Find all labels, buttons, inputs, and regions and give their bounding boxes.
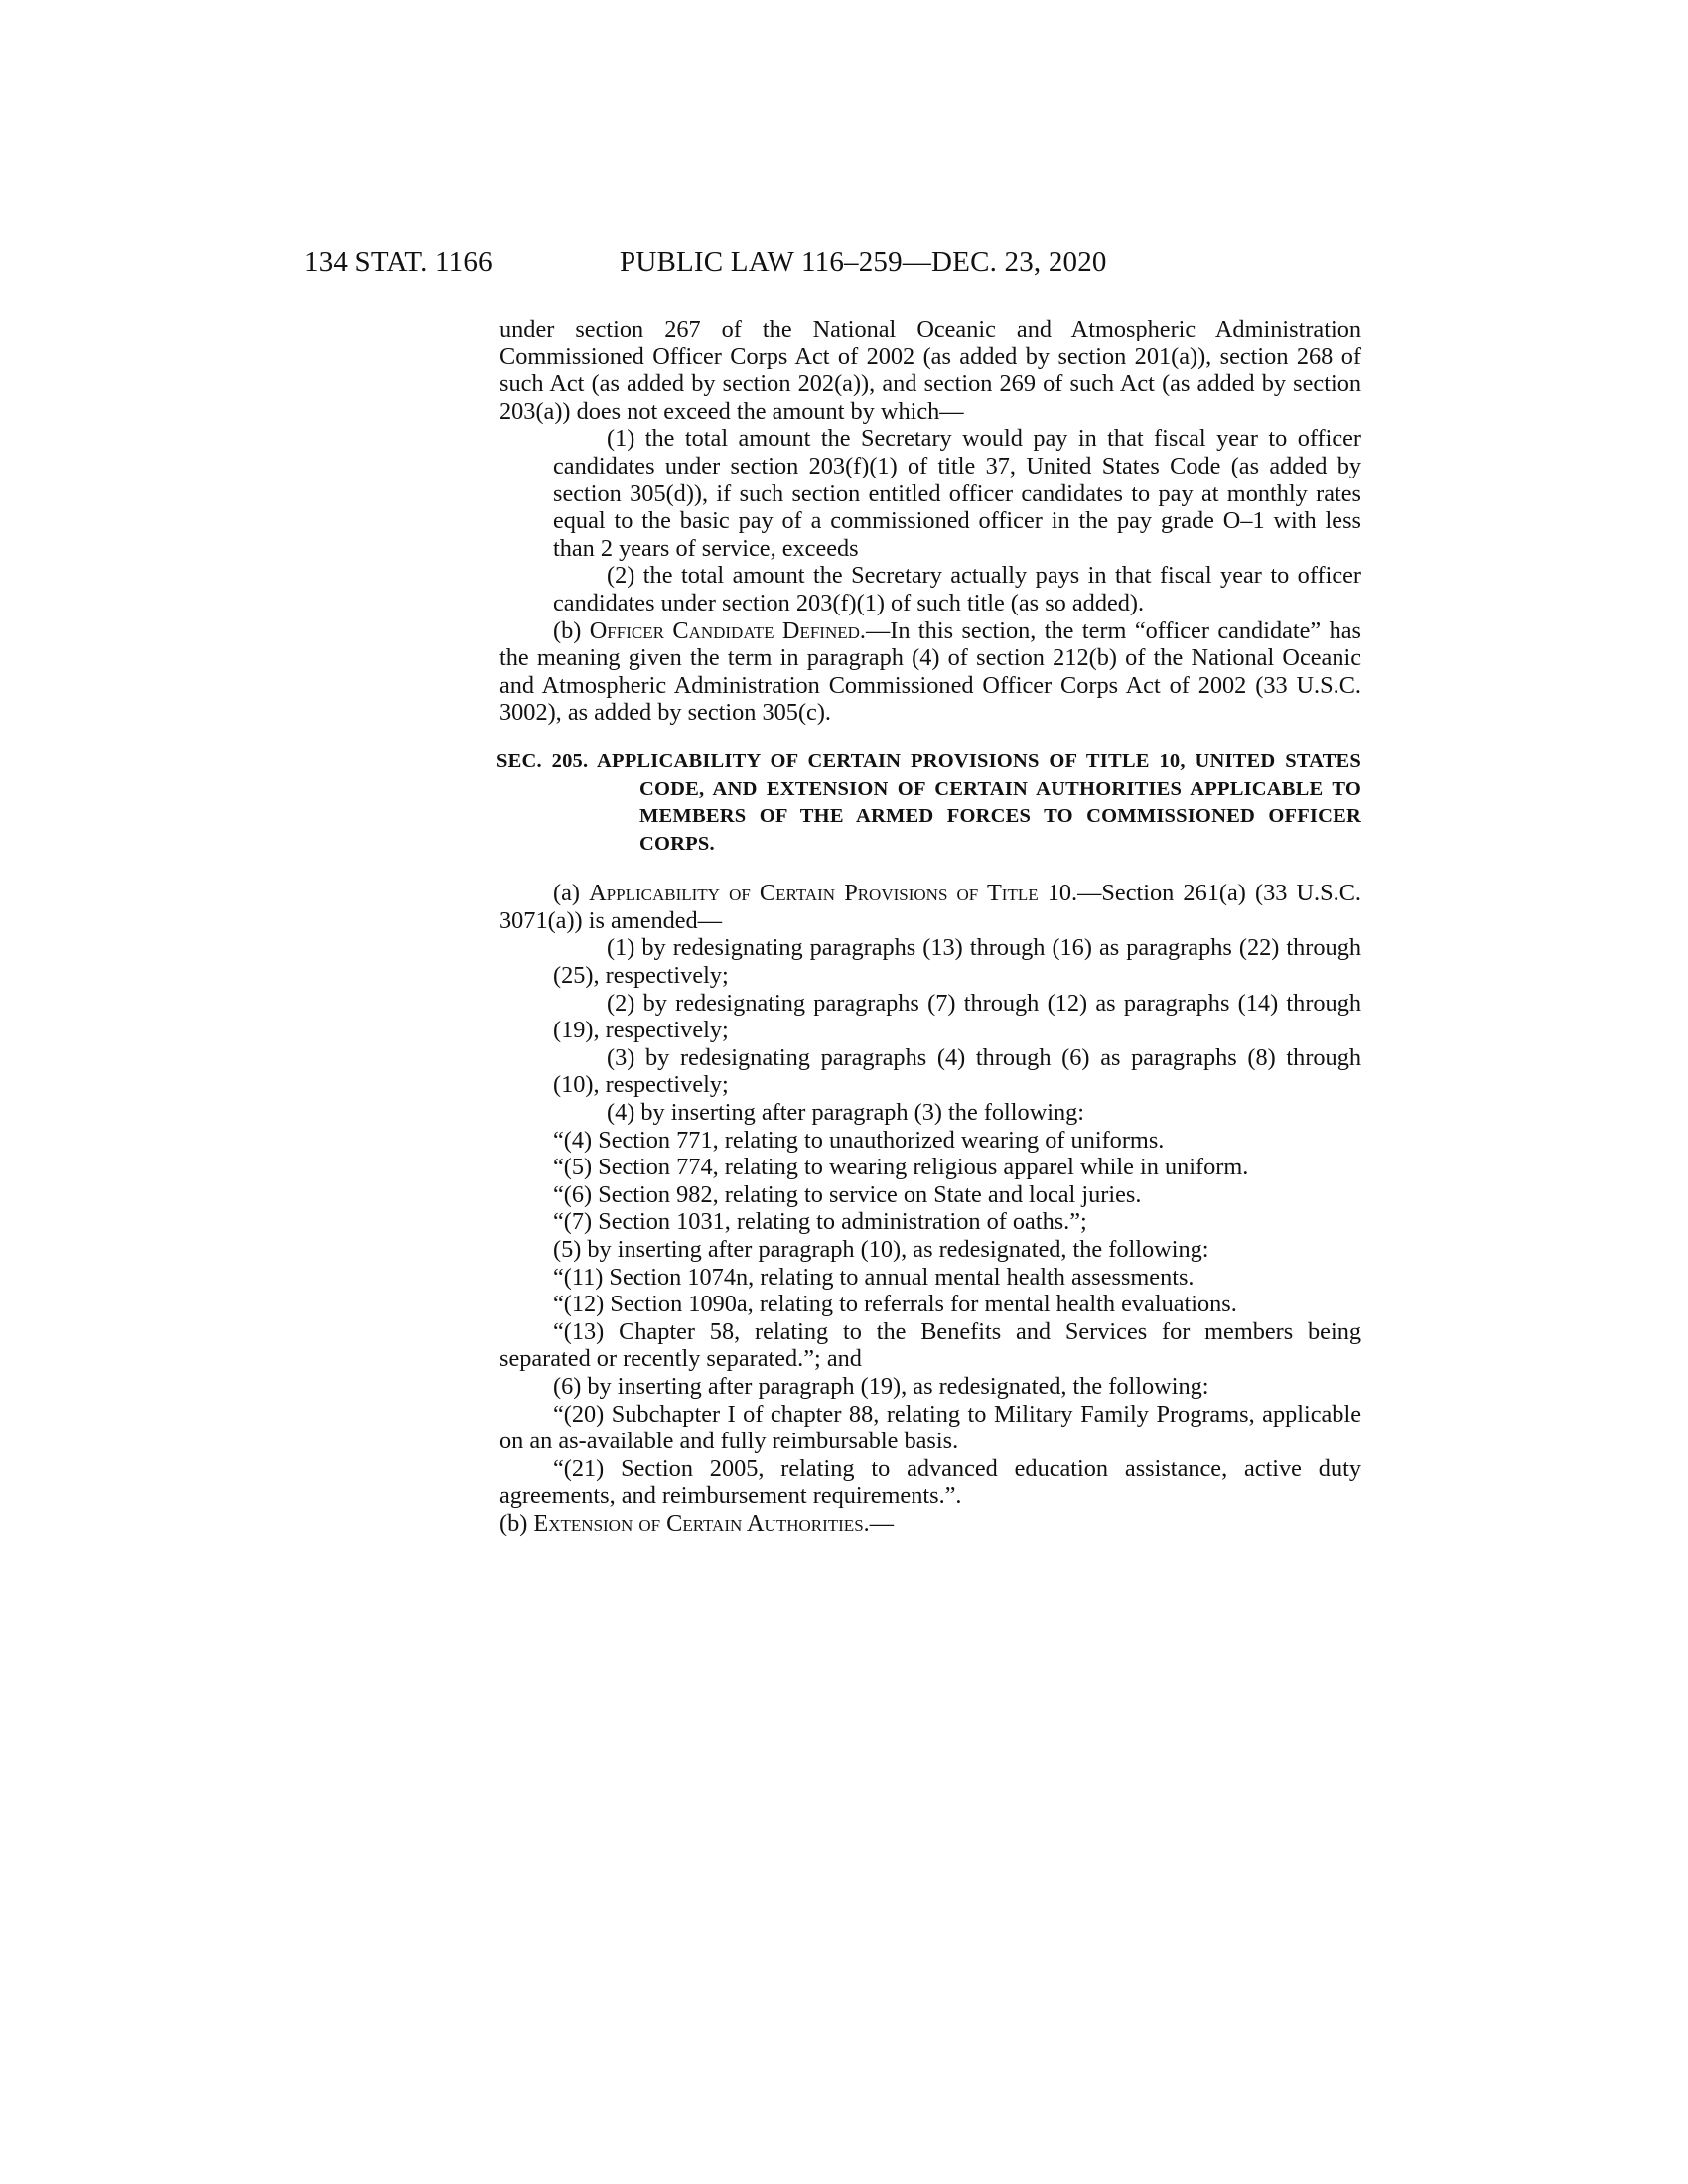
amendment-1: (1) by redesignating paragraphs (13) through (16) as paragraphs (22) through (25), respectively; (553, 934, 1361, 990)
section-205-heading: SEC. 205. APPLICABILITY OF CERTAIN PROVISIONS OF TITLE 10, UNITED STATES CODE, AND EXTENSION OF CERTAIN AUTHORITIES APPLICABLE TO MEMBERS OF THE ARMED FORCES TO COMMISSIONED OFFICER CORPS. (496, 750, 1361, 855)
quoted-paragraph-21: “(21) Section 2005, relating to advanced education assistance, active duty agreements, and reimbursement requirements.”. (499, 1454, 1361, 1510)
subsection-label: (a) (553, 880, 590, 907)
quoted-paragraph-12: “(12) Section 1090a, relating to referrals for mental health evaluations. (553, 1291, 1237, 1318)
amendment-6: (6) by inserting after paragraph (19), as redesignated, the following: (553, 1372, 1209, 1400)
subsection-heading: Applicability of Certain Provisions of Title 10 (589, 880, 1072, 907)
intro-paragraph: under section 267 of the National Oceanic and Atmospheric Administration Commissioned Officer Corps Act of 2002 (as added by section 201(a)), section 268 of such Act (as added by section 202(a)), and section 269 of such Act (as added by section 203(a)) does not exceed the amount by which— (499, 316, 1361, 425)
subsection-label: (b) (553, 616, 590, 644)
quoted-paragraph-4: “(4) Section 771, relating to unauthorized wearing of uniforms. (553, 1126, 1165, 1154)
subsection-text: .—Section 261(a) (33 U.S.C. 3071(a)) is amended— (499, 880, 1361, 934)
paragraph-1: (1) the total amount the Secretary would pay in that fiscal year to officer candidates under section 203(f)(1) of title 37, United States Code (as added by section 305(d)), if such section entitled officer candidates to pay at monthly rates equal to the basic pay of a commissioned officer in the pay grade O–1 with less than 2 years of service, exceeds (553, 425, 1361, 562)
subsection-text: .—In this section, the term “officer candidate” has the meaning given the term in paragraph (4) of section 212(b) of the National Oceanic and Atmospheric Administration Commissioned Officer Corps Act of 2002 (33 U.S.C. 3002), as added by section 305(c). (499, 616, 1362, 727)
subsection-b-officer-candidate (499, 617, 1361, 727)
subsection-a-applicability (499, 880, 1361, 934)
page-body (496, 316, 1362, 1538)
quoted-paragraph-11: “(11) Section 1074n, relating to annual mental health assessments. (553, 1263, 1195, 1291)
quoted-paragraph-13: “(13) Chapter 58, relating to the Benefits and Services for members being separated or recently separated.”; and (499, 1317, 1361, 1373)
amendment-5: (5) by inserting after paragraph (10), as redesignated, the following: (553, 1236, 1209, 1263)
page-header (0, 246, 1688, 282)
subsection-label: (b) (499, 1509, 534, 1537)
quoted-paragraph-5: “(5) Section 774, relating to wearing religious apparel while in uniform. (553, 1154, 1249, 1181)
paragraph-2: (2) the total amount the Secretary actually pays in that fiscal year to officer candidates under section 203(f)(1) of such title (as so added). (553, 562, 1361, 616)
quoted-paragraph-7: “(7) Section 1031, relating to administration of oaths.”; (553, 1208, 1087, 1236)
subsection-heading: Officer Candidate Defined (589, 616, 860, 644)
public-law-citation: PUBLIC LAW 116–259—DEC. 23, 2020 (620, 246, 1107, 278)
subsection-heading: Extension of Certain Authorities (533, 1509, 864, 1537)
subsection-text: .— (863, 1509, 895, 1537)
statute-page-number: 134 STAT. 1166 (304, 246, 492, 278)
amendment-3: (3) by redesignating paragraphs (4) through (6) as paragraphs (8) through (10), respectively; (553, 1043, 1361, 1099)
subsection-b-extension (499, 1510, 1361, 1538)
quoted-paragraph-6: “(6) Section 982, relating to service on State and local juries. (553, 1180, 1142, 1208)
amendment-4: (4) by inserting after paragraph (3) the following: (607, 1099, 1085, 1127)
amendment-2: (2) by redesignating paragraphs (7) through (12) as paragraphs (14) through (19), respectively; (553, 989, 1361, 1044)
quoted-paragraph-20: “(20) Subchapter I of chapter 88, relating to Military Family Programs, applicable on an as-available and fully reimbursable basis. (499, 1400, 1361, 1455)
